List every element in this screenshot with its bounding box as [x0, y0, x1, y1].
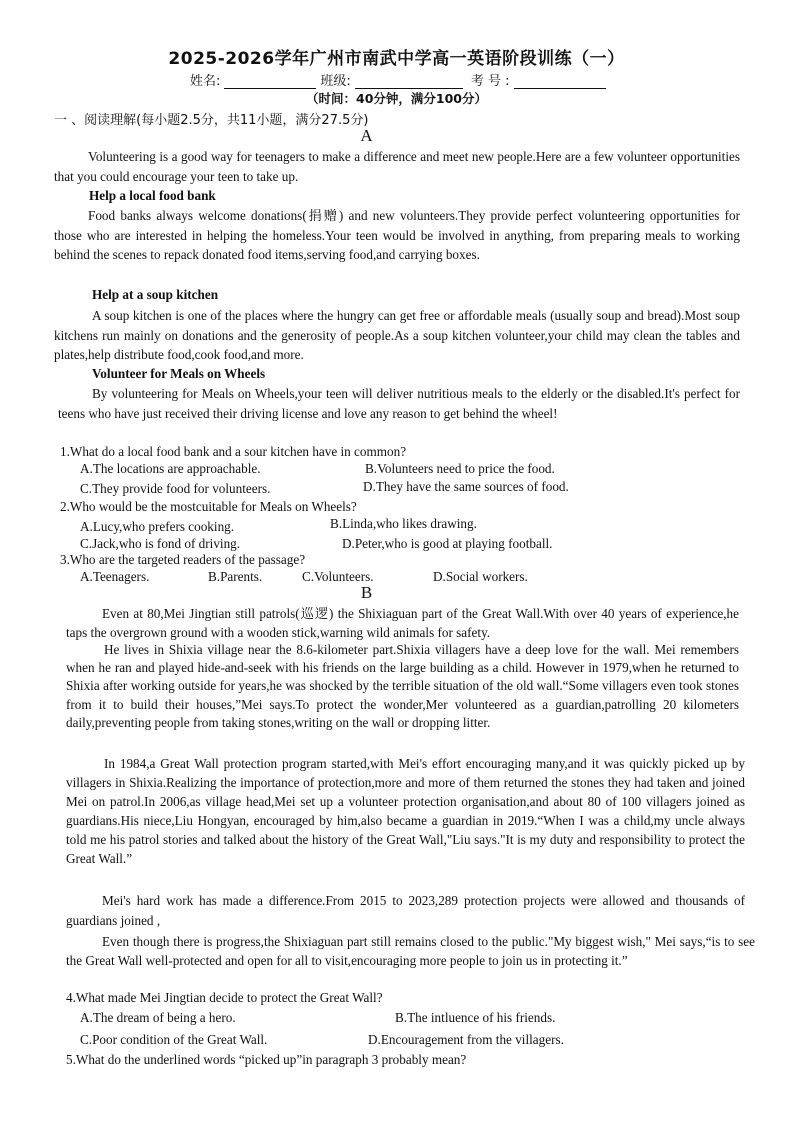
q1-option-d[interactable]: D.They have the same sources of food.: [363, 479, 569, 494]
time-note: （时间：40分钟，满分100分）: [306, 91, 487, 106]
passage-a-heading-2: Help at a soup kitchen: [92, 287, 219, 302]
q4-option-c[interactable]: C.Poor condition of the Great Wall.: [80, 1032, 268, 1047]
passage-a-intro: Volunteering is a good way for teenagers to make a difference and meet new people.Here are a few volunteer opportunities that you could encourage your teen to take up.: [54, 149, 740, 184]
number-blank[interactable]: [514, 76, 606, 89]
q2-option-b[interactable]: B.Linda,who likes drawing.: [330, 516, 477, 531]
question-4: 4.What made Mei Jingtian decide to protect the Great Wall?: [66, 990, 383, 1005]
q3-option-c[interactable]: C.Volunteers.: [302, 569, 374, 584]
passage-a-para-3: By volunteering for Meals on Wheels,your teen will deliver nutritious meals to the elderly or the disabled.It's perfect for teens who have just received their driving license and love any reason to get behind the wheel!: [58, 386, 740, 421]
passage-b-para-4: Mei's hard work has made a difference.From 2015 to 2023,289 protection projects were allowed and thousands of guardians joined ,: [66, 893, 745, 928]
q4-option-d[interactable]: D.Encouragement from the villagers.: [368, 1032, 564, 1047]
question-5: 5.What do the underlined words “picked up”in paragraph 3 probably mean?: [66, 1052, 467, 1067]
q4-option-a[interactable]: A.The dream of being a hero.: [80, 1010, 236, 1025]
q2-option-c[interactable]: C.Jack,who is fond of driving.: [80, 536, 241, 551]
class-blank[interactable]: [355, 76, 463, 89]
q3-option-d[interactable]: D.Social workers.: [433, 569, 528, 584]
question-1: 1.What do a local food bank and a sour kitchen have in common?: [60, 444, 407, 459]
q3-option-b[interactable]: B.Parents.: [208, 569, 263, 584]
q2-option-a[interactable]: A.Lucy,who prefers cooking.: [80, 519, 235, 534]
question-2: 2.Who would be the mostcuitable for Meals on Wheels?: [60, 499, 357, 514]
name-blank[interactable]: [224, 76, 316, 89]
passage-b-letter: B: [360, 583, 373, 602]
passage-a-para-1: Food banks always welcome donations(捐赠) and new volunteers.They provide perfect volunteering opportunities for those who are interested in helping the homeless.Your teen would be involved in anything, from preparing meals to working behind the scenes to repack donated food items,serving food,and carrying boxes.: [54, 208, 740, 263]
class-label: 班级:: [320, 74, 351, 89]
passage-a-letter: A: [360, 126, 373, 145]
passage-a-heading-1: Help a local food bank: [89, 188, 216, 203]
passage-b-para-1: Even at 80,Mei Jingtian still patrols(巡逻) the Shixiaguan part of the Great Wall.With over 40 years of experience,he taps the overgrown ground with a wooden stick,warning wild animals for safety.: [66, 606, 739, 640]
q3-option-a[interactable]: A.Teenagers.: [80, 569, 150, 584]
q1-option-a[interactable]: A.The locations are approachable.: [80, 461, 261, 476]
question-3: 3.Who are the targeted readers of the passage?: [60, 552, 306, 567]
q1-option-b[interactable]: B.Volunteers need to price the food.: [365, 461, 555, 476]
passage-a-para-2: A soup kitchen is one of the places where the hungry can get free or affordable meals (usually soup and bread).Most soup kitchens run mainly on donations and the generosity of people.As a soup kitchen volunteer,your child may clean the tables and plates,help distribute food,cook food,and more.: [54, 308, 740, 363]
q2-option-d[interactable]: D.Peter,who is good at playing football.: [342, 536, 553, 551]
exam-title: 2025-2026学年广州市南武中学高一英语阶段训练（一）: [168, 49, 625, 69]
passage-b-para-5: Even though there is progress,the Shixiaguan part still remains closed to the public."My biggest wish," Mei says,“is to see the Great Wall well-protected and open for all to visit,encouraging more people to join us in protecting it.”: [66, 934, 755, 969]
name-label: 姓名:: [190, 74, 221, 89]
passage-b-para-2: He lives in Shixia village near the 8.6-kilometer part.Shixia villagers have a deep love for the wall. Mei remembers when he ran and played hide-and-seek with his friends on the large building as a child. However in 1979,when he returned to Shixia after working outside for years,he was shocked by the terrible situation of the old wall.“Some villagers even took stones from it to build their houses,”Mei says.To protect the wonder,Mer volunteered as a guardian,patrolling 20 kilometers daily,preventing people from taking stones,writing on the wall or dropping litter.: [66, 642, 739, 730]
q1-option-c[interactable]: C.They provide food for volunteers.: [80, 481, 271, 496]
passage-a-heading-3: Volunteer for Meals on Wheels: [92, 366, 266, 381]
student-info-line: [190, 70, 610, 89]
q4-option-b[interactable]: B.The intluence of his friends.: [395, 1010, 556, 1025]
section-title: 一 、阅读理解(每小题2.5分，共11小题，满分27.5分): [54, 113, 369, 128]
passage-b-para-3: In 1984,a Great Wall protection program started,with Mei's effort encouraging many,and it was quickly picked up by villagers in Shixia.Realizing the importance of protection,more and more of them returned the stones they had taken and joined Mei on patrol.In 2006,as village head,Mei set up a volunteer protection organisation,and about 80 of 100 villagers joined as guardians.His niece,Liu Hongyan, encouraged by him,also became a guardian in 2019.“When I was a child,my uncle always told me his patrol stories and talked about the history of the Great Wall,"Liu says."It is my duty and responsibility to protect the Great Wall.”: [66, 756, 745, 866]
number-label: 考 号 :: [470, 74, 510, 89]
